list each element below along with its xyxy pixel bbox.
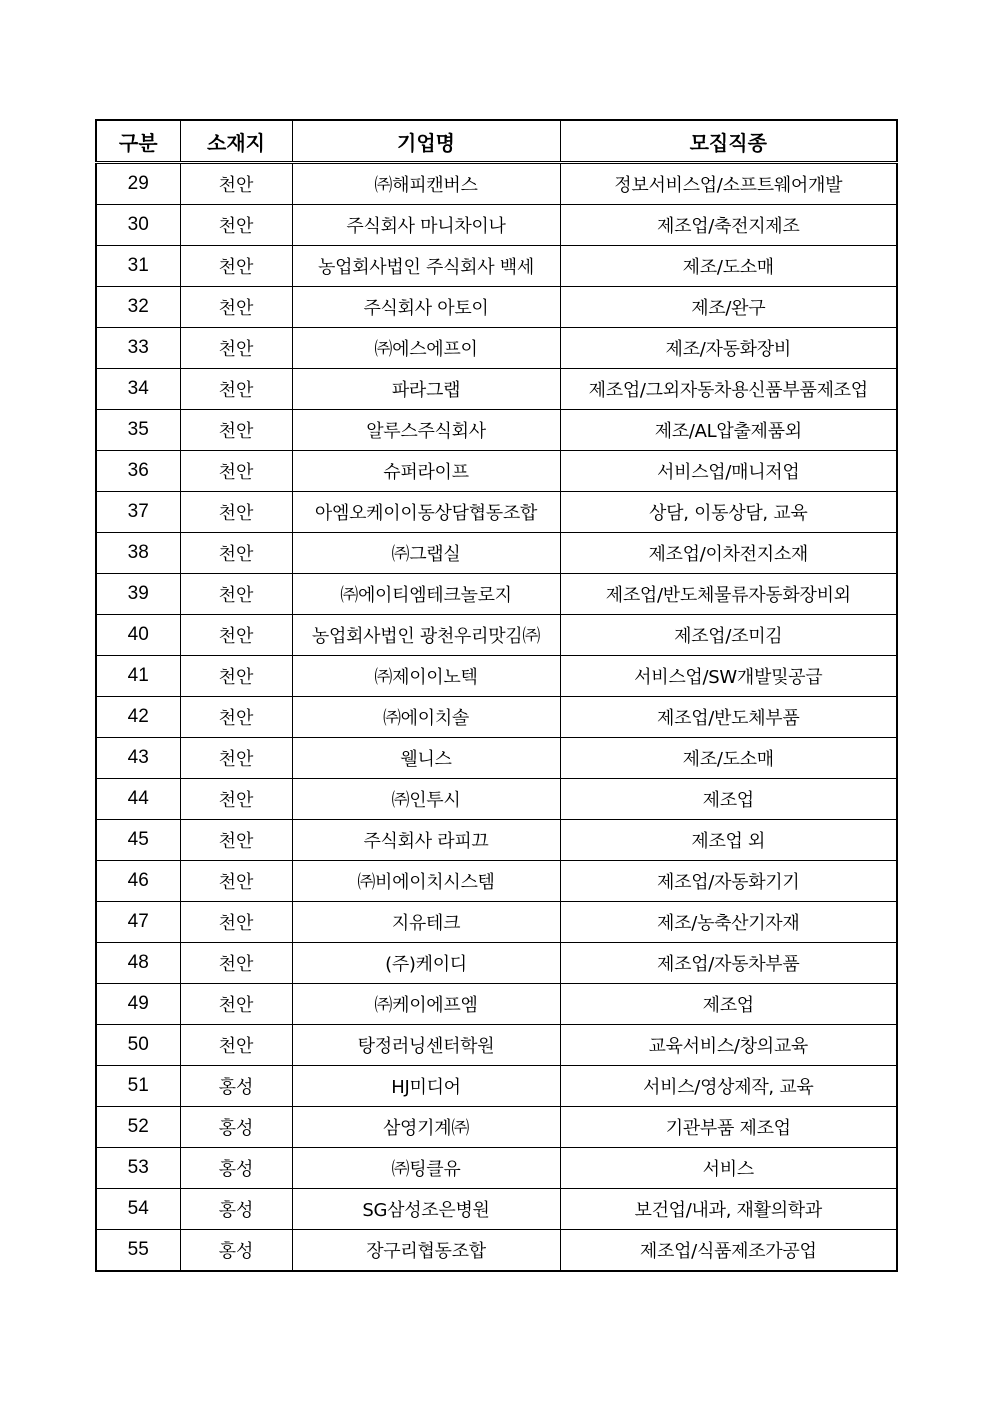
row-location: 홍성	[180, 1189, 292, 1230]
row-number: 35	[96, 410, 180, 451]
row-number: 41	[96, 656, 180, 697]
row-number: 38	[96, 533, 180, 574]
row-number: 48	[96, 943, 180, 984]
row-job-type: 서비스업/SW개발및공급	[560, 656, 897, 697]
row-number: 53	[96, 1148, 180, 1189]
row-company: 장구리협동조합	[292, 1230, 560, 1272]
row-job-type: 제조업/축전지제조	[560, 205, 897, 246]
row-company: ㈜해피캔버스	[292, 163, 560, 205]
table-row	[96, 943, 897, 984]
row-company: ㈜에스에프이	[292, 328, 560, 369]
row-number: 39	[96, 574, 180, 615]
row-location: 천안	[180, 246, 292, 287]
row-number: 45	[96, 820, 180, 861]
row-location: 천안	[180, 410, 292, 451]
row-company: ㈜그랩실	[292, 533, 560, 574]
row-location: 천안	[180, 574, 292, 615]
row-location: 홍성	[180, 1107, 292, 1148]
table-row	[96, 697, 897, 738]
row-company: ㈜팅클유	[292, 1148, 560, 1189]
row-company: 주식회사 마니차이나	[292, 205, 560, 246]
row-job-type: 제조/자동화장비	[560, 328, 897, 369]
row-job-type: 정보서비스업/소프트웨어개발	[560, 163, 897, 205]
table-row	[96, 492, 897, 533]
row-location: 천안	[180, 492, 292, 533]
row-job-type: 보건업/내과, 재활의학과	[560, 1189, 897, 1230]
recruitment-table	[95, 119, 898, 1272]
row-number: 47	[96, 902, 180, 943]
table-row	[96, 861, 897, 902]
row-job-type: 제조업/식품제조가공업	[560, 1230, 897, 1272]
table-header-row	[96, 120, 897, 163]
row-number: 54	[96, 1189, 180, 1230]
table-row	[96, 984, 897, 1025]
table-row	[96, 779, 897, 820]
table-row	[96, 1066, 897, 1107]
row-location: 홍성	[180, 1148, 292, 1189]
table-row	[96, 246, 897, 287]
row-job-type: 상담, 이동상담, 교육	[560, 492, 897, 533]
row-job-type: 제조업/반도체부품	[560, 697, 897, 738]
row-company: ㈜인투시	[292, 779, 560, 820]
row-number: 36	[96, 451, 180, 492]
table-row	[96, 574, 897, 615]
table-body	[96, 163, 897, 1272]
row-location: 홍성	[180, 1230, 292, 1272]
table-row	[96, 656, 897, 697]
table-row	[96, 369, 897, 410]
row-number: 31	[96, 246, 180, 287]
row-company: ㈜비에이치시스템	[292, 861, 560, 902]
row-company: ㈜케이에프엠	[292, 984, 560, 1025]
row-number: 34	[96, 369, 180, 410]
header-location: 소재지	[180, 120, 292, 163]
row-location: 천안	[180, 984, 292, 1025]
table-row	[96, 410, 897, 451]
row-number: 40	[96, 615, 180, 656]
row-company: (주)케이디	[292, 943, 560, 984]
row-company: HJ미디어	[292, 1066, 560, 1107]
row-location: 천안	[180, 861, 292, 902]
row-job-type: 서비스	[560, 1148, 897, 1189]
row-company: 삼영기계㈜	[292, 1107, 560, 1148]
row-company: 아엠오케이이동상담협동조합	[292, 492, 560, 533]
row-job-type: 제조업/자동화기기	[560, 861, 897, 902]
row-company: 웰니스	[292, 738, 560, 779]
row-job-type: 교육서비스/창의교육	[560, 1025, 897, 1066]
table-row	[96, 1230, 897, 1272]
row-number: 44	[96, 779, 180, 820]
row-number: 55	[96, 1230, 180, 1272]
table-row	[96, 902, 897, 943]
row-location: 천안	[180, 738, 292, 779]
row-company: 주식회사 라피끄	[292, 820, 560, 861]
row-number: 49	[96, 984, 180, 1025]
row-job-type: 제조/도소매	[560, 738, 897, 779]
row-job-type: 제조업	[560, 984, 897, 1025]
row-number: 29	[96, 163, 180, 205]
table-row	[96, 615, 897, 656]
table-row	[96, 328, 897, 369]
row-number: 37	[96, 492, 180, 533]
row-location: 홍성	[180, 1066, 292, 1107]
row-location: 천안	[180, 163, 292, 205]
row-location: 천안	[180, 533, 292, 574]
row-location: 천안	[180, 328, 292, 369]
row-company: 농업회사법인 주식회사 백세	[292, 246, 560, 287]
row-job-type: 제조/AL압출제품외	[560, 410, 897, 451]
row-number: 52	[96, 1107, 180, 1148]
row-location: 천안	[180, 369, 292, 410]
row-job-type: 제조/완구	[560, 287, 897, 328]
table-row	[96, 738, 897, 779]
row-location: 천안	[180, 697, 292, 738]
row-location: 천안	[180, 1025, 292, 1066]
row-number: 33	[96, 328, 180, 369]
row-job-type: 제조/농축산기자재	[560, 902, 897, 943]
row-job-type: 서비스업/매니저업	[560, 451, 897, 492]
row-company: 파라그랩	[292, 369, 560, 410]
header-job-type: 모집직종	[560, 120, 897, 163]
row-company: 지유테크	[292, 902, 560, 943]
row-job-type: 기관부품 제조업	[560, 1107, 897, 1148]
row-location: 천안	[180, 615, 292, 656]
row-company: ㈜제이이노텍	[292, 656, 560, 697]
row-number: 32	[96, 287, 180, 328]
row-company: 주식회사 아토이	[292, 287, 560, 328]
header-category: 구분	[96, 120, 180, 163]
row-job-type: 제조업	[560, 779, 897, 820]
table-row	[96, 205, 897, 246]
row-number: 50	[96, 1025, 180, 1066]
row-company: SG삼성조은병원	[292, 1189, 560, 1230]
row-job-type: 제조업/조미김	[560, 615, 897, 656]
table-row	[96, 287, 897, 328]
row-location: 천안	[180, 943, 292, 984]
row-location: 천안	[180, 820, 292, 861]
row-company: 슈퍼라이프	[292, 451, 560, 492]
row-job-type: 제조/도소매	[560, 246, 897, 287]
row-number: 43	[96, 738, 180, 779]
row-company: 알루스주식회사	[292, 410, 560, 451]
table-row	[96, 1025, 897, 1066]
row-company: ㈜에이티엠테크놀로지	[292, 574, 560, 615]
row-job-type: 제조업 외	[560, 820, 897, 861]
row-number: 30	[96, 205, 180, 246]
row-company: 농업회사법인 광천우리맛김㈜	[292, 615, 560, 656]
row-number: 42	[96, 697, 180, 738]
table-row	[96, 1107, 897, 1148]
row-location: 천안	[180, 779, 292, 820]
row-company: 탕정러닝센터학원	[292, 1025, 560, 1066]
table-row	[96, 451, 897, 492]
row-location: 천안	[180, 451, 292, 492]
row-location: 천안	[180, 205, 292, 246]
row-location: 천안	[180, 902, 292, 943]
row-job-type: 제조업/반도체물류자동화장비외	[560, 574, 897, 615]
row-job-type: 제조업/자동차부품	[560, 943, 897, 984]
row-location: 천안	[180, 287, 292, 328]
table-row	[96, 533, 897, 574]
table-row	[96, 1148, 897, 1189]
row-job-type: 제조업/그외자동차용신품부품제조업	[560, 369, 897, 410]
row-location: 천안	[180, 656, 292, 697]
table-row	[96, 1189, 897, 1230]
row-job-type: 제조업/이차전지소재	[560, 533, 897, 574]
table-row	[96, 820, 897, 861]
header-company: 기업명	[292, 120, 560, 163]
row-job-type: 서비스/영상제작, 교육	[560, 1066, 897, 1107]
table-row	[96, 163, 897, 205]
row-company: ㈜에이치솔	[292, 697, 560, 738]
row-number: 46	[96, 861, 180, 902]
row-number: 51	[96, 1066, 180, 1107]
